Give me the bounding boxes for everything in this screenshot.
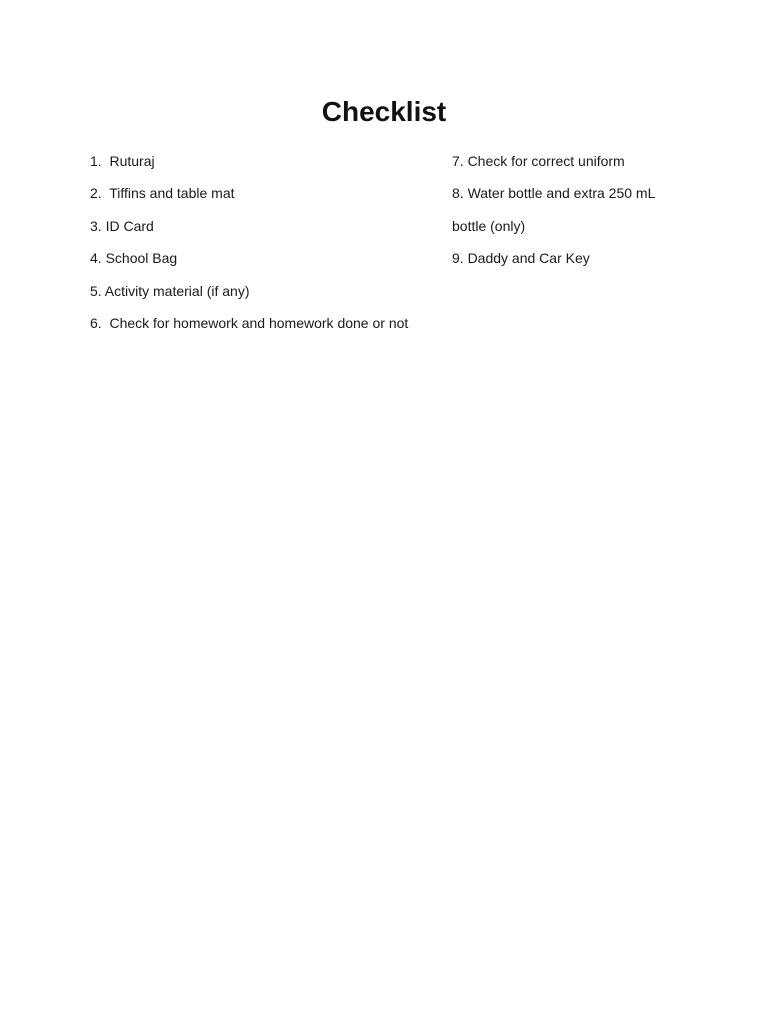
list-item: 9. Daddy and Car Key (452, 250, 590, 267)
list-item: 4. School Bag (90, 250, 178, 267)
list-item: 7. Check for correct uniform (452, 153, 625, 169)
list-item: 3. ID Card (90, 217, 154, 234)
list-item: 6. Check for homework and homework done or not (90, 315, 409, 332)
list-item: 5. Activity material (if any) (90, 282, 250, 299)
list-item: 2. Tiffins and table mat (90, 185, 235, 202)
checklist-right-column (452, 145, 692, 275)
list-item: 8. Water bottle and extra 250 mL bottle (only) (452, 185, 655, 234)
checklist-left-column (90, 145, 440, 339)
page-title: Checklist (321, 96, 447, 127)
list-item: 1. Ruturaj (90, 153, 155, 169)
